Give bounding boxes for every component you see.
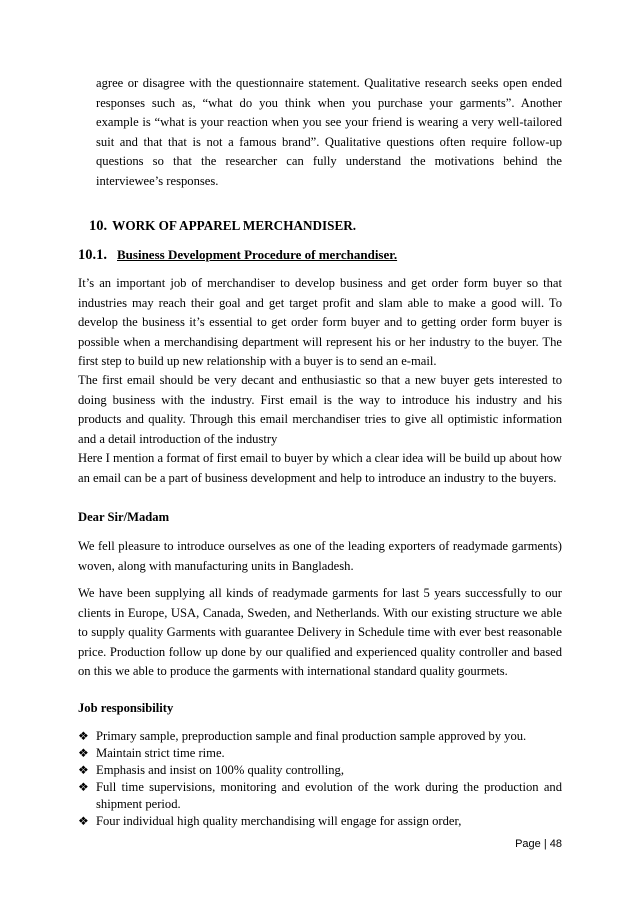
body-paragraph-4: We fell pleasure to introduce ourselves as one of the leading exporters of readymade garments) woven, along with manufacturing units in Bangladesh. xyxy=(78,539,562,573)
body-paragraph-3: Here I mention a format of first email to buyer by which a clear idea will be build up about how an email can be a part of business development and help to introduce an industry to the buyers. xyxy=(78,451,562,485)
job-responsibility-heading: Job responsibility xyxy=(78,701,174,715)
body-paragraph-1: It’s an important job of merchandiser to develop business and get order form buyer so that industries may reach their goal and get target profit and slam able to make a good will. To develop the business it’s essential to get order form buyer and to getting order form buyer is possible when a merchandising department will represent his or her industry to the buyer. The first step to build up new relationship with a buyer is to send an e-mail. xyxy=(78,276,562,369)
diamond-bullet-icon: ❖ xyxy=(78,814,89,828)
diamond-bullet-icon: ❖ xyxy=(78,780,89,794)
diamond-bullet-icon: ❖ xyxy=(78,763,89,777)
body-paragraph-5: We have been supplying all kinds of readymade garments for last 5 years successfully to our clients in Europe, USA, Canada, Sweden, and Netherlands. With our existing structure we able to supply quality Garments with guarantee Delivery in Schedule time with ever best reasonable price. Production follow up done by our qualified and experienced quality controller and based on this we able to produce the garments with international standard quality gourmets. xyxy=(78,586,562,679)
subsection-title: Business Development Procedure of merchandiser. xyxy=(117,247,398,262)
subsection-heading xyxy=(78,247,397,264)
diamond-bullet-icon: ❖ xyxy=(78,729,89,743)
page-number: Page | 48 xyxy=(515,838,562,850)
diamond-bullet-icon: ❖ xyxy=(78,746,89,760)
list-item: ❖ Primary sample, preproduction sample and final production sample approved by you. xyxy=(78,729,527,743)
list-item: ❖ Four individual high quality merchandising will engage for assign order, xyxy=(78,814,462,828)
section-number: 10. xyxy=(89,218,108,234)
body-paragraph-2: The first email should be very decant and enthusiastic so that a new buyer gets interested to doing business with the industry. First email is the way to introduce his industry and his products and quality. Through this email merchandiser tries to give all optimistic information and a detail introduction of the industry xyxy=(78,373,562,446)
salutation: Dear Sir/Madam xyxy=(78,510,170,524)
section-title: WORK OF APPAREL MERCHANDISER. xyxy=(112,218,357,233)
section-heading xyxy=(89,218,356,235)
responsibility-list xyxy=(78,728,562,830)
list-item: ❖ Emphasis and insist on 100% quality controlling, xyxy=(78,763,345,777)
list-item: ❖ Maintain strict time rime. xyxy=(78,746,225,760)
subsection-number: 10.1. xyxy=(78,247,107,263)
list-item: ❖ Full time supervisions, monitoring and evolution of the work during the production and shipment period. xyxy=(78,780,562,811)
intro-paragraph: agree or disagree with the questionnaire statement. Qualitative research seeks open ended responses such as, “what do you think when you purchase your garments”. Another example is “what is your reaction when you see your friend is wearing a very well-tailored suit and that that is not a famous brand”. Qualitative questions often require follow-up questions so that the researcher can fully understand the motivations behind the interviewee’s responses. xyxy=(96,76,562,188)
